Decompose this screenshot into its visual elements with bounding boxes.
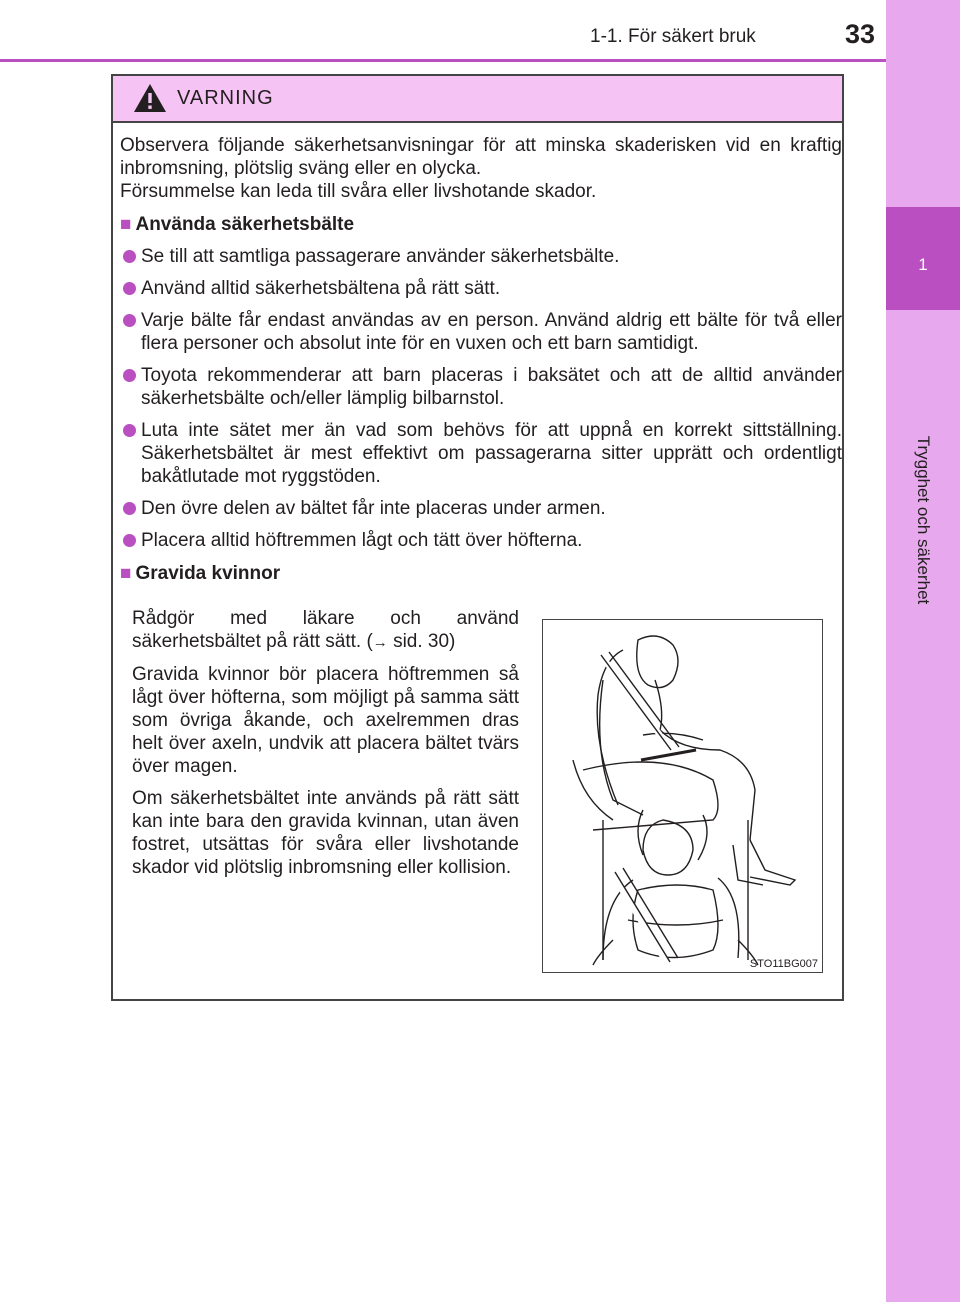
seatbelt-illustration-drawing (543, 620, 822, 972)
list-item: Se till att samtliga passagerare använder säkerhetsbälte. (120, 245, 842, 268)
list-item: Den övre delen av bältet får inte placeras under armen. (120, 497, 842, 520)
pregnant-paragraph-1: Rådgör med läkare och använd säkerhetsbältet på rätt sätt. (→ sid. 30) (132, 608, 519, 652)
page-number: 33 (845, 19, 876, 49)
list-item: Luta inte sätet mer än vad som behövs för att uppnå en korrekt sittställning. Säkerhetsbältet är mest effektivt om passagerarna sitter upprätt och ordentligt bakåtlutade mot ryggstöden. (120, 419, 842, 488)
square-bullet-icon: ■ (120, 214, 132, 235)
square-bullet-icon: ■ (120, 563, 132, 584)
warning-triangle-icon (133, 83, 167, 113)
list-item: Placera alltid höftremmen lågt och tätt över höfterna. (120, 529, 842, 552)
chapter-label: Trygghet och säkerhet (914, 435, 933, 605)
chapter-tab[interactable] (886, 207, 960, 310)
list-item: Toyota rekommenderar att barn placeras i baksätet och att de alltid använder säkerhetsbälte och/eller lämplig bilbarnstol. (120, 364, 842, 410)
side-strip (886, 0, 960, 1302)
list-item: Använd alltid säkerhetsbältena på rätt sätt. (120, 277, 842, 300)
figure-code: STO11BG007 (749, 958, 818, 970)
bullet-dot-icon (123, 250, 136, 263)
section-heading-seatbelt: ■ Använda säkerhetsbälte (120, 214, 355, 235)
arrow-right-icon: → (372, 634, 388, 651)
pregnant-text-column (132, 607, 519, 888)
bullet-dot-icon (123, 282, 136, 295)
chapter-number: 1 (918, 255, 928, 274)
warning-header (113, 76, 842, 123)
section-title: 1-1. För säkert bruk (590, 26, 756, 47)
pregnant-seatbelt-illustration (542, 619, 823, 973)
pregnant-paragraph-3: Om säkerhetsbältet inte används på rätt sätt kan inte bara den gravida kvinnan, utan även fostret, utsättas för svåra eller livshotande skador vid plötslig inbromsning eller kollision. (132, 788, 519, 878)
section-heading-pregnant: ■ Gravida kvinnor (120, 563, 281, 584)
intro-text: Observera följande säkerhetsanvisningar för att minska skaderisken vid en kraftig inbromsning, plötslig sväng eller en olycka. (120, 135, 842, 179)
bullet-dot-icon (123, 369, 136, 382)
warning-title: VARNING (177, 87, 274, 109)
bullet-dot-icon (123, 534, 136, 547)
bullet-dot-icon (123, 314, 136, 327)
list-item: Varje bälte får endast användas av en person. Använd aldrig ett bälte för två eller flera personer och absolut inte för en vuxen och ett barn samtidigt. (120, 309, 842, 355)
intro-text-2: Försummelse kan leda till svåra eller livshotande skador. (120, 181, 597, 202)
bullet-dot-icon (123, 502, 136, 515)
bullet-dot-icon (123, 424, 136, 437)
header-rule (0, 59, 886, 62)
warning-box (111, 74, 844, 1001)
pregnant-paragraph-2: Gravida kvinnor bör placera höftremmen så lågt över höfterna, som möjligt på samma sätt som övriga åkande, och axelremmen dras helt över axeln, undvik att placera bältet tvärs över magen. (132, 664, 519, 777)
warning-content (120, 134, 842, 585)
